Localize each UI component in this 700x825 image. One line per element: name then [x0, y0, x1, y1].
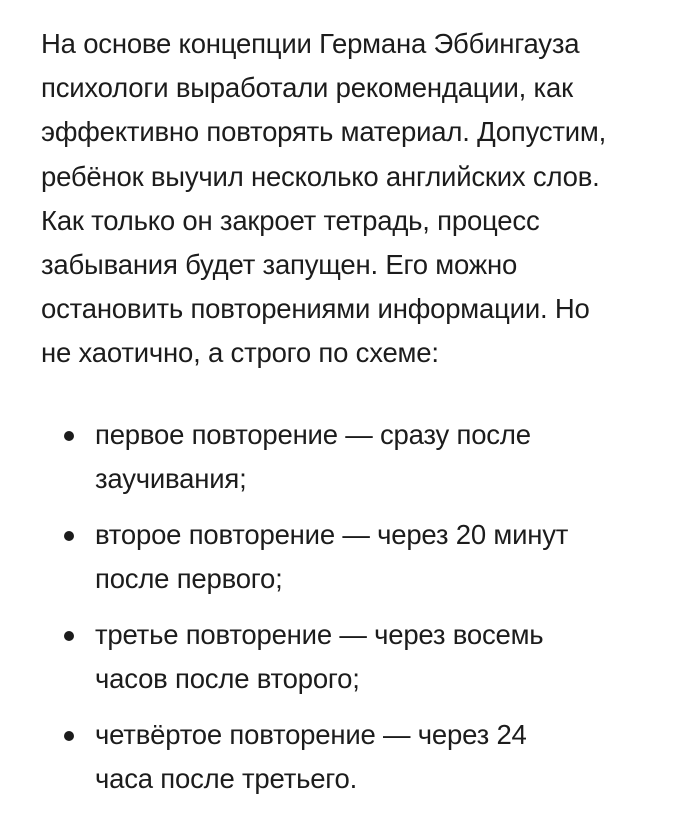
list-item-line: четвёртое повторение — через 24: [95, 719, 527, 750]
intro-line: психологи выработали рекомендации, как: [41, 72, 573, 104]
repetition-schedule-list: [41, 413, 641, 813]
list-item-line: заучивания;: [95, 463, 247, 494]
list-item-line: второе повторение — через 20 минут: [95, 519, 569, 550]
list-item: [41, 513, 641, 601]
list-item-line: часов после второго;: [95, 663, 360, 694]
bullet-dot-icon: [64, 431, 74, 441]
bullet-dot-icon: [64, 631, 74, 641]
list-item: [41, 413, 641, 501]
list-item-line: после первого;: [95, 563, 283, 594]
intro-line: эффективно повторять материал. Допустим,: [41, 116, 607, 148]
list-item: [41, 613, 641, 701]
intro-paragraph: [41, 22, 681, 376]
list-item-line: часа после третьего.: [95, 763, 358, 794]
intro-line: остановить повторениями информации. Но: [41, 293, 590, 325]
bullet-dot-icon: [64, 531, 74, 541]
list-item-line: первое повторение — сразу после: [95, 419, 531, 450]
bullet-dot-icon: [64, 731, 74, 741]
intro-line: ребёнок выучил несколько английских слов.: [41, 160, 600, 192]
intro-line: Как только он закроет тетрадь, процесс: [41, 204, 540, 236]
list-item-line: третье повторение — через восемь: [95, 619, 544, 650]
article-body: [41, 22, 681, 376]
list-item: [41, 713, 641, 801]
intro-line: не хаотично, а строго по схеме:: [41, 337, 439, 369]
intro-line: забывания будет запущен. Его можно: [41, 249, 518, 281]
intro-line: На основе концепции Германа Эббингауза: [41, 28, 580, 59]
